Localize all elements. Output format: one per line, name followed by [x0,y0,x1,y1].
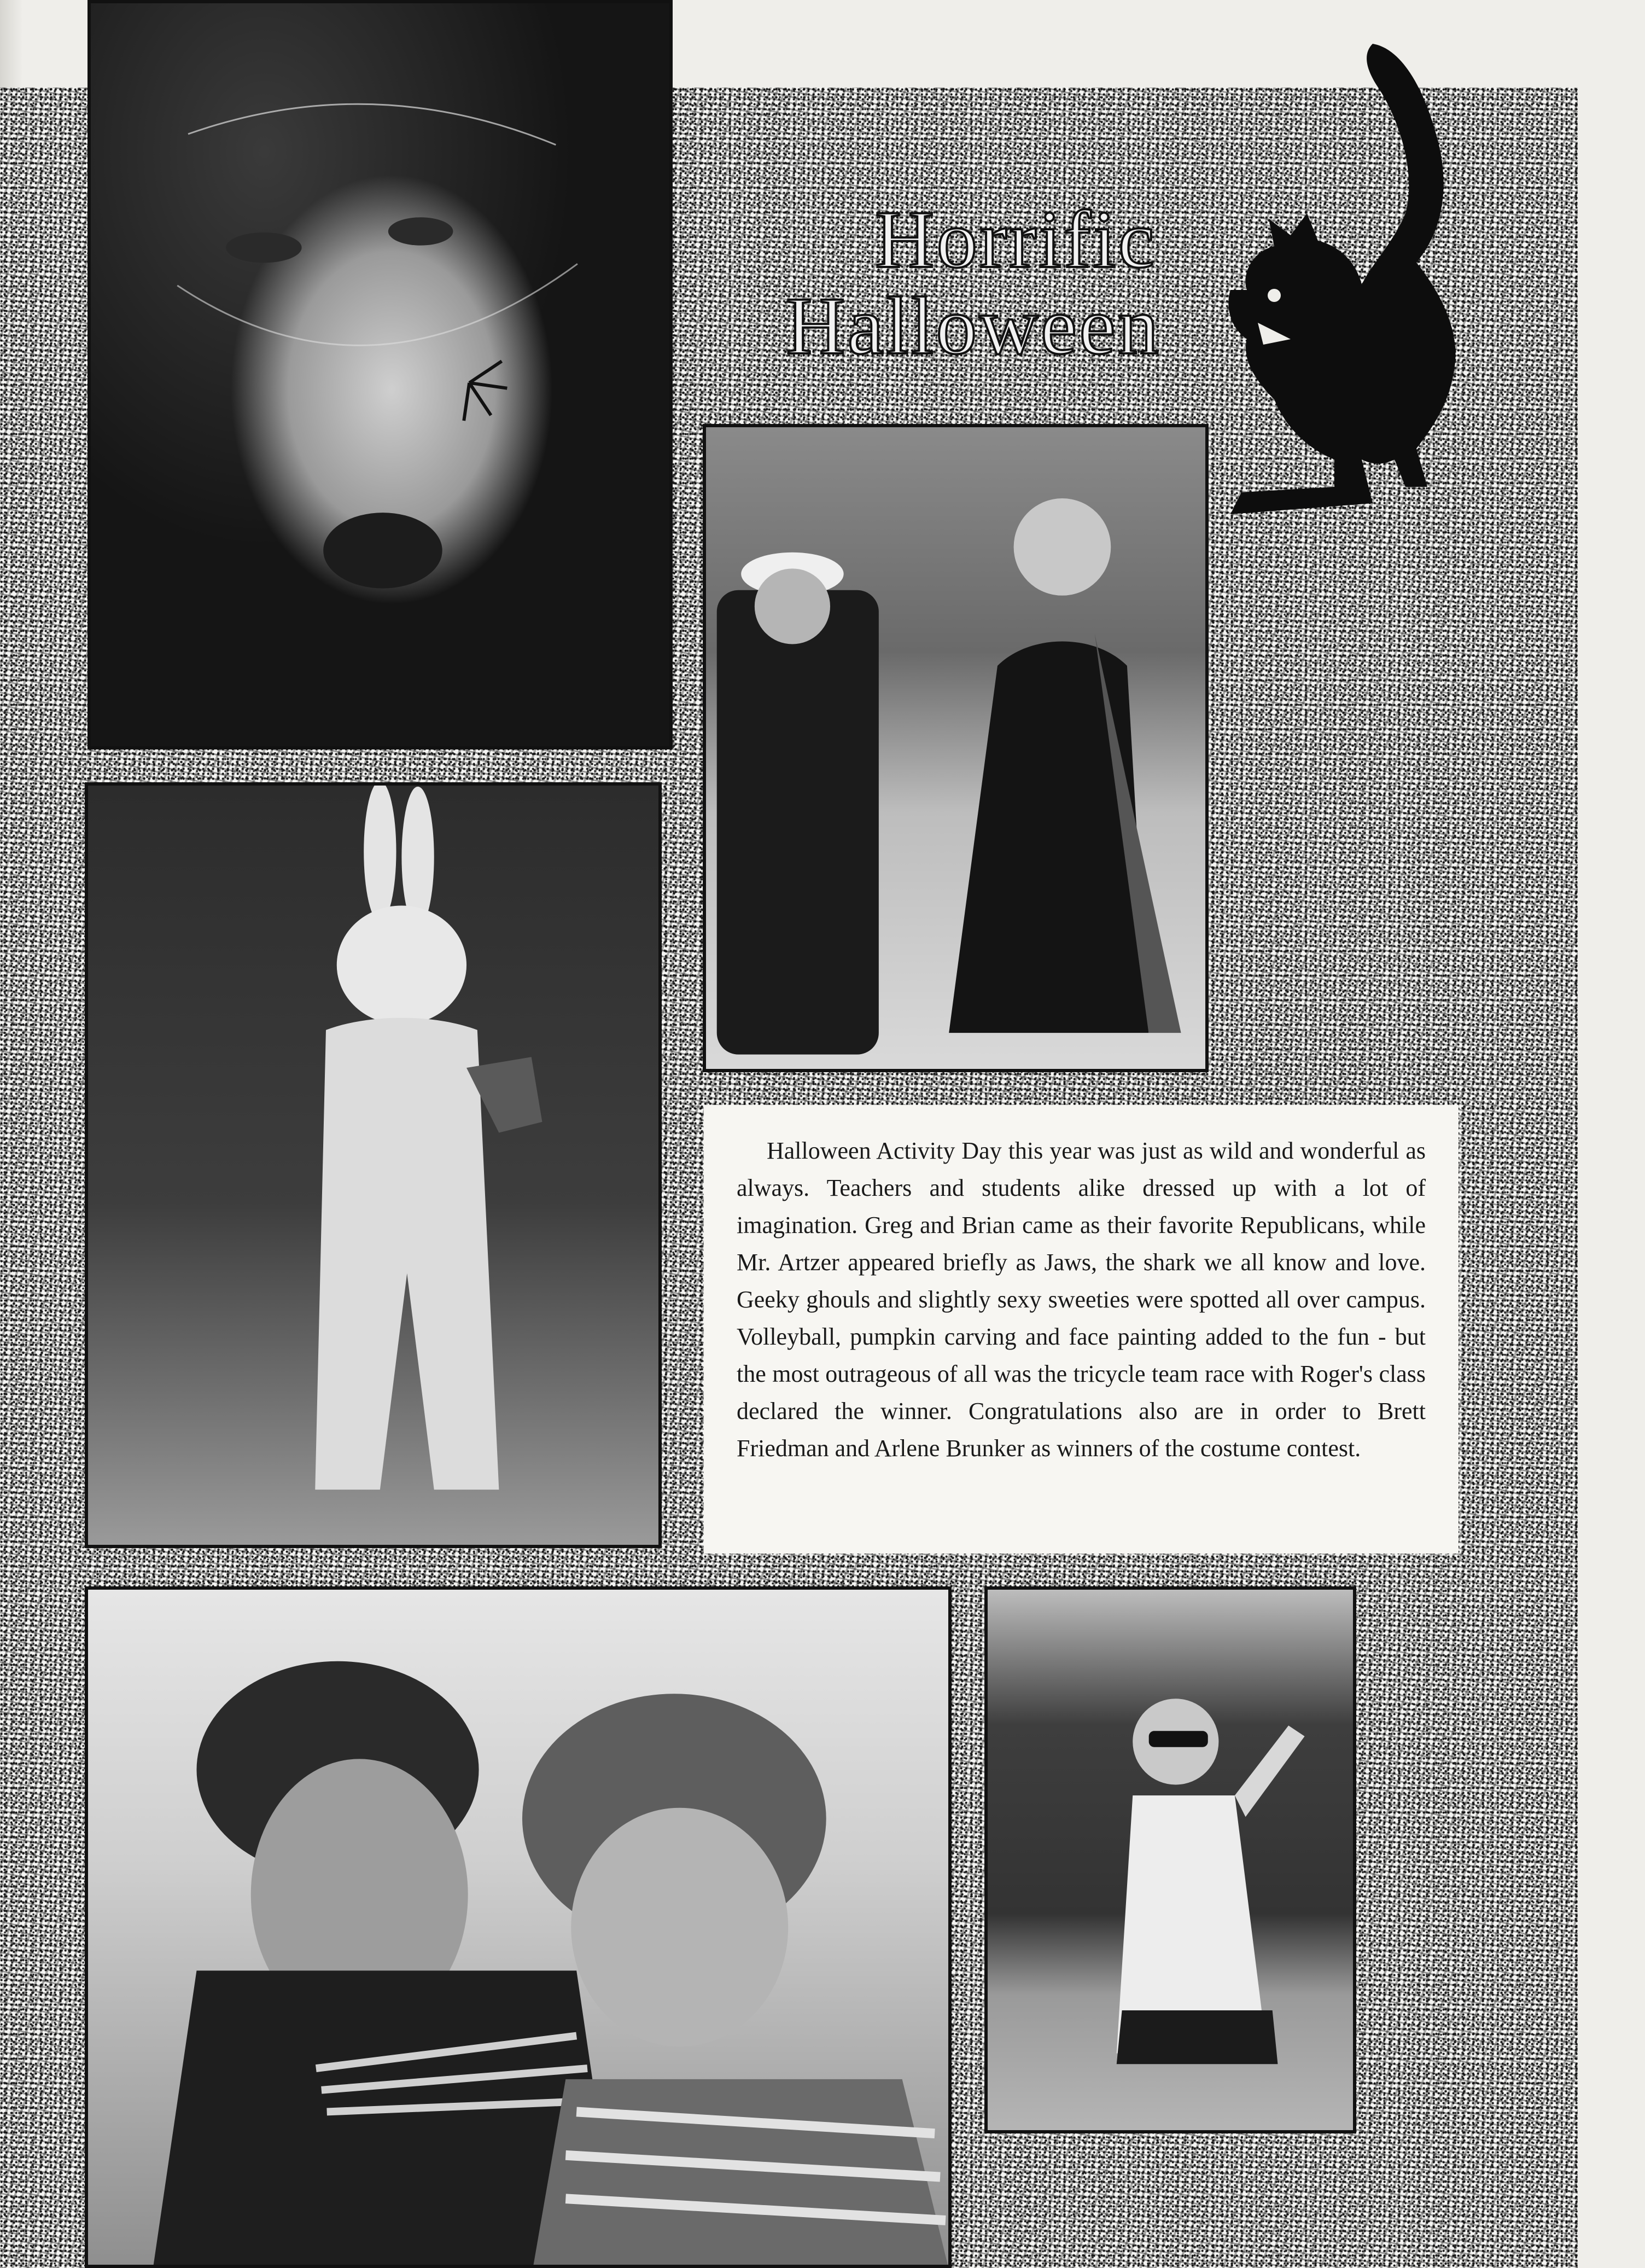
clawed-monster-photo [85,1586,952,2268]
flapper-costume-photo [984,1586,1356,2133]
costume-pair-photo [703,424,1209,1072]
title-line-1: Horrific [875,194,1157,285]
title-line-2: Halloween [786,280,1161,371]
zombie-face-photo [88,0,673,749]
page-title [766,194,1203,371]
article-text: Halloween Activity Day this year was just as wild and wonderful as always. Teachers and students alike dressed up with a lot of imagination. Greg and Brian came as their favorite Republicans, while Mr. Artzer appeared briefly as Jaws, the shark we all know and love. Geeky ghouls and slightly sexy sweeties were spotted all over campus. Volleyball, pumpkin carving and face painting added to the fun - but the most outrageous of all was the tricycle team race with Roger's class declared the winner. Congratulations also are in order to Brett Friedman and Arlene Brunker as winners of the costume contest. [704,1105,1459,1554]
bunny-costume-photo [85,782,662,1548]
black-cat-icon [1209,33,1515,525]
